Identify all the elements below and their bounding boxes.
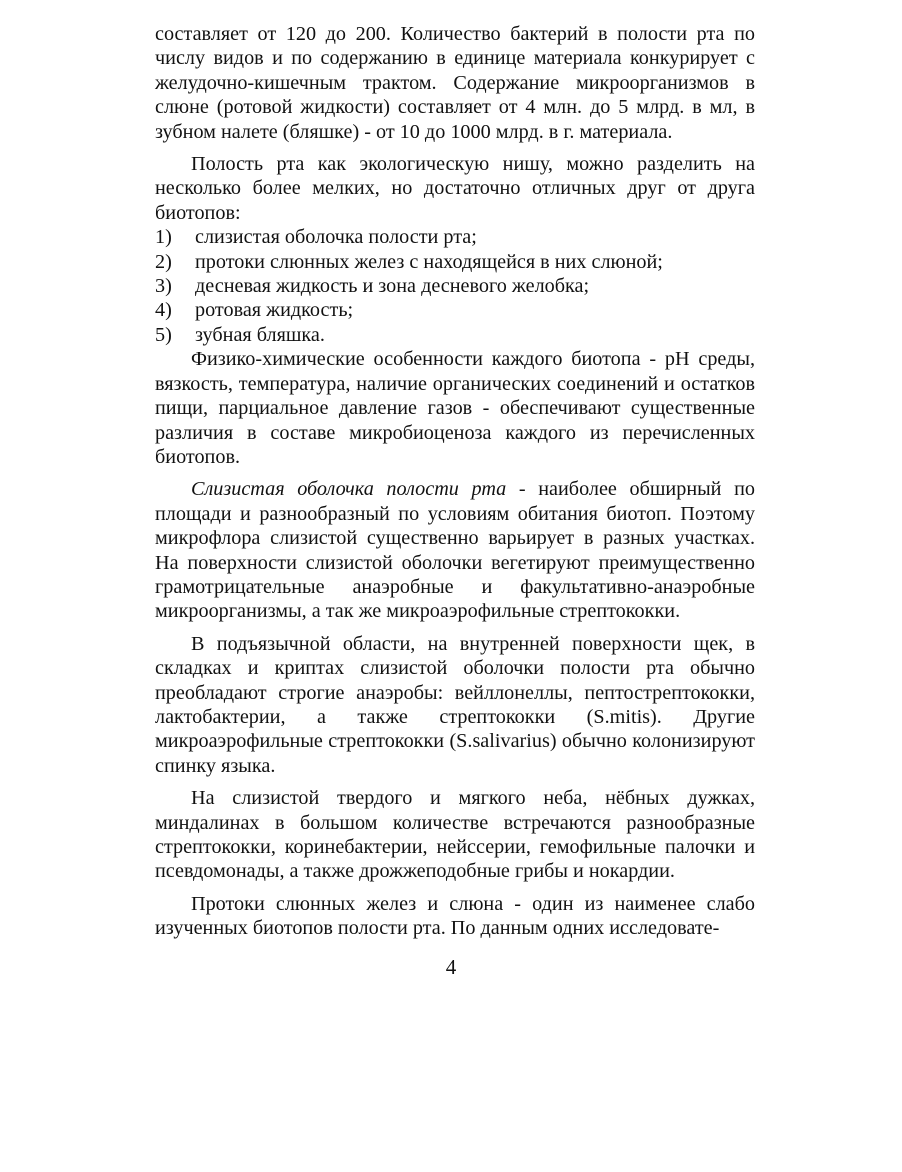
paragraph-6: На слизистой твердого и мягкого неба, нёбных дужках, миндалинах в большом количестве встречаются разнообразные стрептококки, коринебактерии, нейссерии, гемофильные палочки и псевдомонады, а также дрожжеподобные грибы и нокардии. [155,787,755,883]
list-item-text: слизистая оболочка полости рта; [195,226,477,249]
list-item-text: протоки слюнных желез с находящейся в них слюной; [195,250,663,273]
list-item [155,298,755,322]
list-item-number: 2) [155,250,172,273]
list-item [155,274,755,298]
document-page [155,22,755,941]
paragraph-5: В подъязычной области, на внутренней поверхности щек, в складках и криптах слизистой оболочки полости рта обычно преобладают строгие анаэробы: вейллонеллы, пептострептококки, лактобактерии, а также стрептококки (S.mitis). Другие микроаэрофильные стрептококки (S.salivarius) обычно колонизируют спинку языка. [155,632,755,777]
list-item [155,250,755,274]
list-item-number: 3) [155,275,172,298]
paragraph-2: Полость рта как экологическую нишу, можно разделить на несколько более мелких, но достаточно отличных друг от друга биотопов: [155,153,755,224]
paragraph-4 [155,477,755,623]
list-item-number: 5) [155,323,172,346]
paragraph-7: Протоки слюнных желез и слюна - один из наименее слабо изученных биотопов полости рта. По данным одних исследовате- [155,892,755,940]
list-item-number: 1) [155,226,172,249]
list-item-number: 4) [155,299,172,322]
biotope-list [155,225,755,347]
paragraph-4-italic-term: Слизистая оболочка полости рта [191,478,507,501]
paragraph-4-text: - наиболее обширный по площади и разнообразный по условиям обитания биотоп. Поэтому микрофлора слизистой существенно варьирует в разных участках. На поверхности слизистой оболочки вегетируют преимущественно грамотрицательные анаэробные и факультативно-анаэробные микроорганизмы, а так же микроаэрофильные стрептококки. [155,478,756,623]
page-number: 4 [445,955,457,979]
list-item-text: зубная бляшка. [195,323,325,346]
list-item-text: ротовая жидкость; [195,299,354,322]
list-item [155,225,755,249]
list-item-text: десневая жидкость и зона десневого желобка; [195,275,590,298]
paragraph-1: составляет от 120 до 200. Количество бактерий в полости рта по числу видов и по содержанию в единице материала конкурирует с желудочно-кишечным трактом. Содержание микроорганизмов в слюне (ротовой жидкости) составляет от 4 млн. до 5 млрд. в мл, в зубном налете (бляшке) - от 10 до 1000 млрд. в г. материала. [155,23,755,143]
list-item [155,323,755,347]
paragraph-3: Физико-химические особенности каждого биотопа - рН среды, вязкость, температура, наличие органических соединений и остатков пищи, парциальное давление газов - обеспечивают существенные различия в составе микробиоценоза каждого из перечисленных биотопов. [155,348,755,468]
